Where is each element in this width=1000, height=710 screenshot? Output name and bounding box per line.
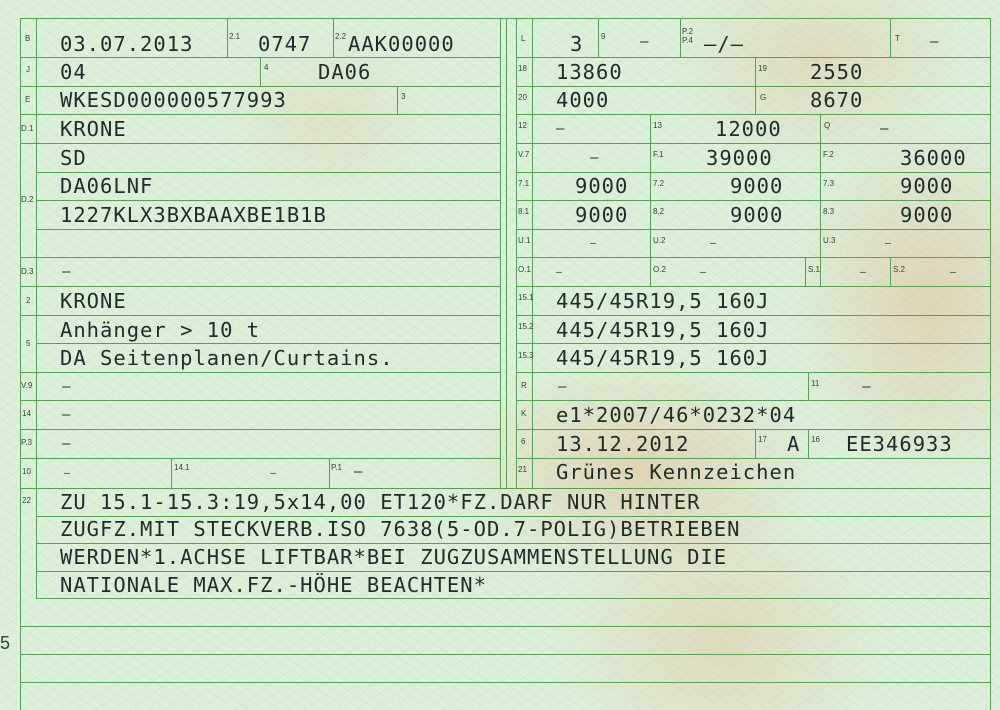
- field-15-2-tyre: 445/45R19,5 160J: [556, 318, 770, 342]
- label-q: Q: [824, 121, 831, 130]
- label-9: 9: [601, 32, 606, 41]
- field-5-body: DA Seitenplanen/Curtains.: [60, 346, 394, 370]
- field-8-3: 9000: [900, 203, 954, 227]
- field-7-2: 9000: [730, 174, 784, 198]
- label-10: 10: [22, 467, 31, 476]
- field-p2-p4: –/–: [704, 32, 745, 56]
- field-4: DA06: [318, 60, 372, 84]
- field-d2-variant: DA06LNF: [60, 174, 154, 198]
- label-21: 21: [518, 465, 527, 474]
- label-8-3: 8.3: [823, 207, 835, 216]
- label-r: R: [521, 381, 527, 390]
- field-o2: –: [700, 267, 707, 278]
- label-p3: P.3: [21, 438, 32, 447]
- label-b: B: [25, 34, 31, 43]
- label-3: 3: [401, 92, 406, 101]
- label-8-1: 8.1: [518, 207, 530, 216]
- label-20: 20: [518, 93, 527, 102]
- label-f2: F.2: [823, 150, 834, 159]
- label-18: 18: [518, 64, 527, 73]
- field-q: –: [880, 121, 889, 137]
- label-s2: S.2: [893, 265, 906, 274]
- label-5: 5: [26, 339, 31, 348]
- label-o2: O.2: [653, 265, 666, 274]
- label-f1: F.1: [653, 150, 664, 159]
- field-o1: –: [556, 267, 563, 278]
- label-d2: D.2: [21, 195, 34, 204]
- label-p4: P.4: [682, 36, 693, 45]
- label-7-2: 7.2: [653, 179, 665, 188]
- label-l: L: [521, 34, 526, 43]
- label-7-3: 7.3: [823, 179, 835, 188]
- field-p1: –: [354, 464, 363, 480]
- remarks-line-3: WERDEN*1.ACHSE LIFTBAR*BEI ZUGZUSAMMENSTELLUNG DIE: [60, 545, 728, 569]
- label-s1: S.1: [808, 265, 821, 274]
- field-8-2: 9000: [730, 203, 784, 227]
- field-t: –: [930, 34, 939, 50]
- field-14-1: –: [270, 468, 277, 479]
- label-19: 19: [758, 64, 767, 73]
- field-16: EE346933: [846, 432, 953, 456]
- label-2-1: 2.1: [229, 32, 241, 41]
- label-6: 6: [521, 437, 526, 446]
- remarks-line-4: NATIONALE MAX.FZ.-HÖHE BEACHTEN*: [60, 573, 487, 597]
- label-15-1: 15.1: [518, 293, 534, 302]
- field-f2: 36000: [900, 146, 967, 170]
- field-j: 04: [60, 60, 87, 84]
- field-u1: –: [590, 238, 597, 249]
- label-15-3: 15.3: [518, 351, 534, 360]
- field-7-1: 9000: [575, 174, 629, 198]
- field-s1: –: [860, 267, 867, 278]
- field-18: 13860: [556, 60, 623, 84]
- label-p1: P.1: [331, 463, 342, 472]
- field-2-manufacturer: KRONE: [60, 289, 127, 313]
- label-8-2: 8.2: [653, 207, 665, 216]
- field-v9: –: [62, 379, 71, 395]
- label-12: 12: [518, 121, 527, 130]
- field-v7: –: [590, 150, 599, 166]
- field-d2-version: 1227KLX3BXBAAXBE1B1B: [60, 203, 327, 227]
- label-e: E: [25, 95, 31, 104]
- remarks-line-2: ZUGFZ.MIT STECKVERB.ISO 7638(5-OD.7-POLIG)BETRIEBEN: [60, 517, 741, 541]
- field-u3: –: [885, 238, 892, 249]
- field-19: 2550: [810, 60, 864, 84]
- field-g: 8670: [810, 88, 864, 112]
- field-21: Grünes Kennzeichen: [556, 460, 797, 484]
- label-o1: O.1: [518, 265, 531, 274]
- label-11: 11: [811, 379, 820, 388]
- label-14-1: 14.1: [174, 463, 190, 472]
- field-b-date: 03.07.2013: [60, 32, 194, 56]
- label-17: 17: [758, 435, 767, 444]
- field-u2: –: [710, 238, 717, 249]
- label-g: G: [760, 93, 767, 102]
- field-k-approval: e1*2007/46*0232*04: [556, 403, 797, 427]
- field-s2: –: [950, 267, 957, 278]
- label-k: K: [521, 409, 527, 418]
- label-u1: U.1: [518, 236, 531, 245]
- field-5-class: Anhänger > 10 t: [60, 318, 261, 342]
- field-15-1-tyre: 445/45R19,5 160J: [556, 289, 770, 313]
- field-15-3-tyre: 445/45R19,5 160J: [556, 346, 770, 370]
- field-13: 12000: [715, 117, 782, 141]
- field-d3: –: [62, 264, 71, 280]
- field-l-axles: 3: [570, 32, 584, 56]
- field-f1: 39000: [706, 146, 773, 170]
- label-22: 22: [22, 496, 31, 505]
- field-2-2: AAK00000: [348, 32, 455, 56]
- field-6-date: 13.12.2012: [556, 432, 690, 456]
- field-9: –: [640, 34, 649, 50]
- label-4: 4: [264, 63, 269, 72]
- label-j: J: [26, 65, 30, 74]
- margin-number: 5: [0, 633, 11, 653]
- field-2-1: 0747: [258, 32, 312, 56]
- label-2-2: 2.2: [335, 32, 347, 41]
- field-7-3: 9000: [900, 174, 954, 198]
- field-p3: –: [62, 436, 71, 452]
- field-10: –: [64, 468, 71, 479]
- field-d1-brand: KRONE: [60, 117, 127, 141]
- label-u2: U.2: [653, 236, 666, 245]
- field-12: –: [556, 121, 565, 137]
- field-11: –: [862, 379, 871, 395]
- label-d3: D.3: [21, 267, 34, 276]
- label-t: T: [895, 34, 900, 43]
- field-8-1: 9000: [575, 203, 629, 227]
- remarks-line-1: ZU 15.1-15.3:19,5x14,00 ET120*FZ.DARF NUR HINTER: [60, 490, 701, 514]
- label-p2: P.2: [682, 27, 693, 36]
- label-13: 13: [653, 121, 662, 130]
- label-15-2: 15.2: [518, 322, 534, 331]
- label-d1: D.1: [21, 124, 34, 133]
- field-d2-type: SD: [60, 146, 87, 170]
- label-v9: V.9: [21, 381, 33, 390]
- label-2: 2: [26, 296, 31, 305]
- field-14: –: [62, 407, 71, 423]
- label-7-1: 7.1: [518, 179, 530, 188]
- label-u3: U.3: [823, 236, 836, 245]
- label-16: 16: [811, 435, 820, 444]
- field-e-vin: WKESD000000577993: [60, 88, 287, 112]
- field-17: A: [787, 432, 801, 456]
- label-v7: V.7: [518, 150, 530, 159]
- label-14: 14: [22, 409, 31, 418]
- field-20: 4000: [556, 88, 610, 112]
- field-r: –: [558, 379, 567, 395]
